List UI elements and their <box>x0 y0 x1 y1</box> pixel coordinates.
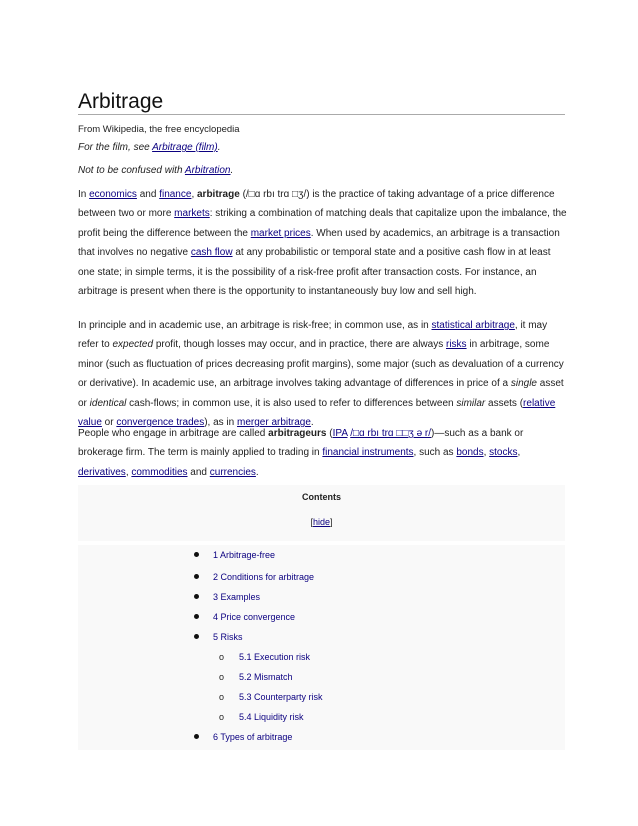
toc-subitem-liquidity-risk[interactable]: 5.4 Liquidity risk <box>239 712 304 722</box>
bullet-icon <box>194 734 199 739</box>
link-finance[interactable]: finance <box>159 189 192 200</box>
link-economics[interactable]: economics <box>89 189 137 200</box>
toc-item-examples[interactable]: 3 Examples <box>213 592 261 602</box>
link-merger-arbitrage[interactable]: merger arbitrage <box>237 417 311 429</box>
link-financial-instruments[interactable]: financial instruments <box>322 447 414 459</box>
bullet-icon <box>194 552 199 557</box>
toc-header <box>78 485 565 541</box>
toc-item-price-convergence[interactable]: 4 Price convergence <box>213 612 296 622</box>
term-arbitrage: arbitrage <box>197 189 240 200</box>
toc-item-arbitrage-free[interactable]: 1 Arbitrage-free <box>213 550 276 560</box>
link-derivatives[interactable]: derivatives <box>78 466 126 478</box>
link-arbitrage-film[interactable]: Arbitrage (film) <box>152 142 218 153</box>
toc-item-risks[interactable]: 5 Risks <box>213 632 243 642</box>
bullet-icon <box>194 614 199 619</box>
page-title: Arbitrage <box>78 90 164 113</box>
circle-bullet-icon: o <box>219 692 225 702</box>
link-ipa[interactable]: IPA <box>332 428 348 439</box>
hatnote-confused: Not to be confused with Arbitration. <box>78 165 234 176</box>
link-arbitration[interactable]: Arbitration <box>184 165 231 176</box>
paragraph-arbitrageurs: People who engage in arbitrage are called arbitrageurs (IPA /□ɑ rbı trɑ □□ʒ ə r/)—such as a bank or brokerage firm. The term is mainly applied to trading in financial instruments, such as bonds, stocks, derivatives, commodities and currencies. <box>78 428 524 478</box>
toc-hide-link[interactable]: hide <box>312 517 330 527</box>
link-risks[interactable]: risks <box>446 339 467 351</box>
hatnote-film: For the film, see Arbitrage (film). <box>78 142 221 153</box>
toc-item-types[interactable]: 6 Types of arbitrage <box>213 732 293 742</box>
paragraph-definition: In economics and finance, arbitrage (/□ɑ rbı trɑ □ʒ/) is the practice of taking advantage of a price difference between two or more markets: striking a combination of matching deals that capitalize upon the imbalance, the profit being the difference between the market prices. When used by academics, an arbitrage is a transaction that involves no negative cash flow at any probabilistic or temporal state and a positive cash flow in at least one state; in simple terms, it is the possibility of a risk-free profit after transaction costs. For instance, an arbitrage is present when there is the opportunity to instantaneously buy low and sell high. <box>78 189 567 298</box>
circle-bullet-icon: o <box>219 672 225 682</box>
circle-bullet-icon: o <box>219 652 225 662</box>
title-divider <box>78 114 565 115</box>
toc-subitem-mismatch[interactable]: 5.2 Mismatch <box>239 672 293 682</box>
toc-subitem-counterparty-risk[interactable]: 5.3 Counterparty risk <box>239 692 323 702</box>
link-currencies[interactable]: currencies <box>209 466 256 478</box>
toc-hide-control: [hide] <box>310 517 333 527</box>
link-commodities[interactable]: commodities <box>131 466 188 478</box>
term-arbitrageurs: arbitrageurs <box>268 428 327 439</box>
link-pronunciation[interactable]: /□ɑ rbı trɑ □□ʒ ə r/ <box>350 428 432 439</box>
toc-item-conditions[interactable]: 2 Conditions for arbitrage <box>213 572 315 582</box>
toc-list <box>78 545 565 750</box>
link-market-prices[interactable]: market prices <box>250 227 311 239</box>
link-stocks[interactable]: stocks <box>489 447 518 459</box>
circle-bullet-icon: o <box>219 712 225 722</box>
link-relative-value[interactable]: relative value <box>78 397 556 429</box>
link-cash-flow[interactable]: cash flow <box>190 247 233 259</box>
link-markets[interactable]: markets <box>174 208 210 220</box>
site-tagline: From Wikipedia, the free encyclopedia <box>78 124 240 135</box>
bullet-icon <box>194 594 199 599</box>
link-convergence-trades[interactable]: convergence trades <box>116 417 205 429</box>
link-statistical-arbitrage[interactable]: statistical arbitrage <box>431 320 515 331</box>
bullet-icon <box>194 574 199 579</box>
link-bonds[interactable]: bonds <box>456 447 484 459</box>
toc-title: Contents <box>302 492 341 502</box>
paragraph-principle: In principle and in academic use, an arbitrage is risk-free; in common use, as in statistical arbitrage, it may refer to expected profit, though losses may occur, and in practice, there are always risks in arbitrage, some minor (such as fluctuation of prices decreasing profit margins), some major (such as devaluation of a currency or derivative). In academic use, an arbitrage involves taking advantage of differences in price of a single asset or identical cash-flows; in common use, it is also used to refer to differences between similar assets (relative value or convergence trades), as in merger arbitrage. <box>78 320 564 429</box>
toc-subitem-execution-risk[interactable]: 5.1 Execution risk <box>239 652 311 662</box>
bullet-icon <box>194 634 199 639</box>
